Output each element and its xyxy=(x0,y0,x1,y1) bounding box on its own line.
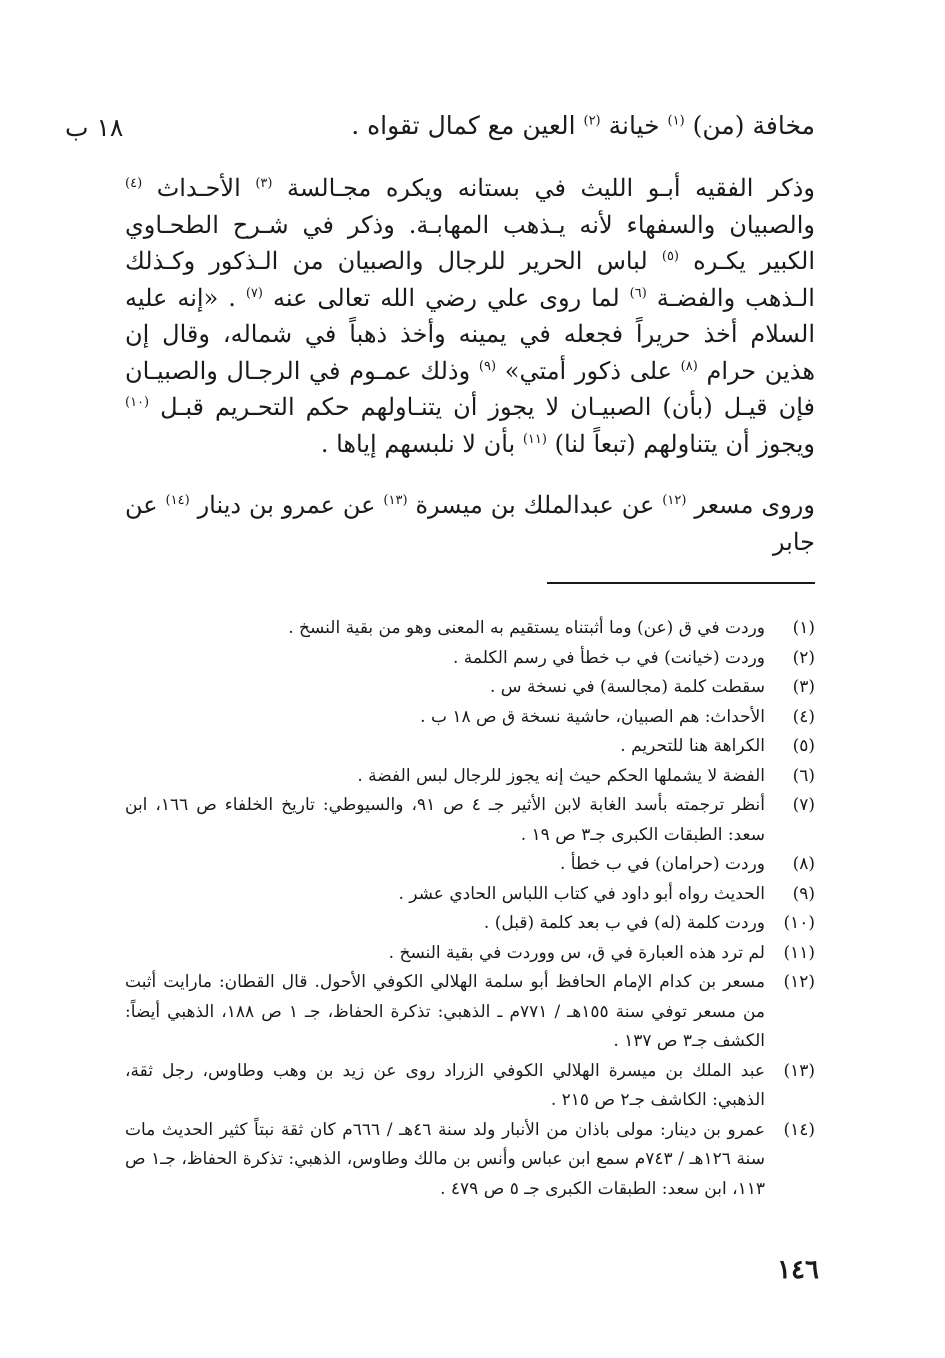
footnote-text: سقطت كلمة (مجالسة) في نسخة س . xyxy=(490,677,765,697)
footnote-ref: (٥) xyxy=(661,249,679,264)
footnote-ref: (١١) xyxy=(522,431,547,447)
text-segment: بأن لا نلبسهم إياها . xyxy=(320,429,516,458)
footnote-ref: (٧) xyxy=(245,285,263,301)
footnote-item xyxy=(125,673,815,703)
text-segment: لما روى علي رضي الله تعالى عنه xyxy=(272,283,620,312)
text-segment: وروى مسعر xyxy=(694,491,815,519)
footnote-number: (٢) xyxy=(792,647,815,668)
footnote-number: (٧) xyxy=(792,795,815,815)
footnote-item xyxy=(125,909,815,939)
footnote-text: وردت كلمة (له) في ب بعد كلمة (قبل) . xyxy=(483,913,765,933)
text-segment: الأحـداث xyxy=(156,174,241,202)
header-text-3: العين مع كمال تقواه . xyxy=(351,111,576,140)
footnote-ref: (١٢) xyxy=(662,493,687,508)
footnote-text: الكراهة هنا للتحريم . xyxy=(620,736,765,756)
footnote-text: أنظر ترجمته بأسد الغابة لابن الأثير جـ ٤ ص ٩١، والسيوطي: تاريخ الخلفاء ص ١٦٦، ابن سعد: الطبقات الكبرى جـ٣ ص ١٩ . xyxy=(125,795,765,845)
text-segment: وذلك عمـوم في الرجـال والصبيـان فإن قيـل (بأن) الصبيـان لا يجوز أن يتنـاولهم حكم التحـريم قبـل xyxy=(125,356,815,421)
footnote-text: عبد الملك بن ميسرة الهلالي الكوفي الزراد روى عن زيد بن وهب وطاوس، رجل ثقة، الذهبي: الكاشف جـ٢ ص ٢١٥ . xyxy=(125,1060,765,1110)
text-segment: عن عبدالملك بن ميسرة xyxy=(415,491,655,519)
footnote-number: (١٣) xyxy=(783,1060,815,1081)
footnote-ref: (١٤) xyxy=(165,493,190,508)
header-text-2: خيانة xyxy=(608,111,660,140)
footnote-text: الأحداث: هم الصبيان، حاشية نسخة ق ص ١٨ ب . xyxy=(420,706,765,727)
paragraph-1 xyxy=(125,170,815,462)
text-segment: والصبيان والسفهاء لأنه يـذهب المهابـة. وذكر في شـرح الطحـاوي الكبير يكـره xyxy=(125,210,815,275)
footnote-text: لم ترد هذه العبارة في ق، س ووردت في بقية النسخ . xyxy=(388,942,765,963)
text-segment: وذكر الفقيه أبـو الليث في بستانه ويكره مجـالسة xyxy=(287,174,815,202)
text-segment: لباس الحرير للرجال والصبيان من الـذكور وكـذلك الـذهب والفضـة xyxy=(125,247,815,312)
footnote-item xyxy=(125,1057,815,1116)
footnote-item xyxy=(125,644,815,674)
text-segment: على ذكور أمتي» xyxy=(504,356,672,385)
footnote-text: الفضة لا يشملها الحكم حيث إنه يجوز للرجال لبس الفضة . xyxy=(357,765,765,786)
footnote-ref: (٤) xyxy=(125,176,143,191)
footnote-text: وردت (خيانت) في ب خطأ في رسم الكلمة . xyxy=(453,647,765,668)
footnote-number: (٦) xyxy=(792,765,815,786)
footnote-divider xyxy=(547,582,815,584)
footnote-text: الحديث رواه أبو داود في كتاب اللباس الحادي عشر . xyxy=(398,883,765,904)
folio-marker: ١٨ ب xyxy=(65,113,124,142)
footnote-item xyxy=(125,703,815,733)
footnote-ref: (١٣) xyxy=(383,493,408,508)
footnote-text: وردت (حرامان) في ب خطأ . xyxy=(560,854,765,874)
header-footnote-ref-1: (١) xyxy=(667,113,685,129)
text-segment: عن عمرو بن دينار xyxy=(197,491,376,519)
running-text-header xyxy=(255,106,815,146)
text-segment: ويجوز أن يتناولهم (تبعاً لنا) xyxy=(554,429,815,458)
footnote-ref: (٩) xyxy=(478,358,497,374)
paragraph-2 xyxy=(125,487,815,560)
footnote-number: (٣) xyxy=(792,677,815,697)
footnote-number: (١٤) xyxy=(783,1119,815,1140)
footnote-ref: (٨) xyxy=(680,358,698,374)
footnote-number: (١) xyxy=(792,618,815,638)
footnote-number: (١٠) xyxy=(783,913,815,933)
footnote-text: عمرو بن دينار: مولى باذان من الأنبار ولد سنة ٤٦هـ / ٦٦٦م كان ثقة نبتاً كثير الحديث مات سنة ١٢٦هـ / ٧٤٣م سمع ابن عباس وأنس بن مالك وطاوس، الذهبي: تذكرة الحفاظ، جـ١ ص ١١٣، ابن سعد: الطبقات الكبرى جـ ٥ ص ٤٧٩ . xyxy=(125,1119,766,1199)
footnote-item xyxy=(125,880,815,910)
footnote-text: وردت في ق (عن) وما أثبتناه يستقيم به المعنى وهو من بقية النسخ . xyxy=(288,618,765,638)
footnote-item xyxy=(125,762,815,792)
footnote-item xyxy=(125,791,815,850)
main-text xyxy=(125,170,815,560)
footnote-number: (٤) xyxy=(792,706,815,727)
footnote-number: (٨) xyxy=(792,854,815,874)
text-segment: . «إنه عليه السلام أخذ حريراً فجعله في يمينه وأخذ ذهباً في شماله، وقال إن هذين حرام xyxy=(125,283,816,385)
footnote-item xyxy=(125,850,815,880)
footnote-text: مسعر بن كدام الإمام الحافظ أبو سلمة الهلالي الكوفي الأحول. قال القطان: مارايت أثبت من مسعر توفي سنة ١٥٥هـ / ٧٧١م ـ الذهبي: تذكرة الحفاظ، جـ ١ ص ١٨٨، الذهبي أيضاً: الكشف جـ٣ ص ١٣٧ . xyxy=(125,972,765,1051)
text-segment: عن جابر xyxy=(125,491,815,556)
page-number: ١٤٦ xyxy=(777,1255,819,1285)
footnote-ref: (١٠) xyxy=(125,395,150,410)
footnote-number: (١٢) xyxy=(783,972,815,992)
header-text-1: مخافة (من) xyxy=(692,111,815,140)
footnotes-list xyxy=(125,614,815,1204)
footnote-ref: (٦) xyxy=(629,285,647,301)
footnote-ref: (٣) xyxy=(255,176,273,191)
footnote-item xyxy=(125,1116,815,1205)
footnote-number: (٩) xyxy=(792,883,815,904)
footnote-number: (١١) xyxy=(783,942,815,963)
header-footnote-ref-2: (٢) xyxy=(583,113,601,129)
footnote-item xyxy=(125,939,815,969)
footnote-number: (٥) xyxy=(792,736,815,756)
footnote-item xyxy=(125,614,815,644)
footnote-item xyxy=(125,968,815,1057)
footnote-item xyxy=(125,732,815,762)
